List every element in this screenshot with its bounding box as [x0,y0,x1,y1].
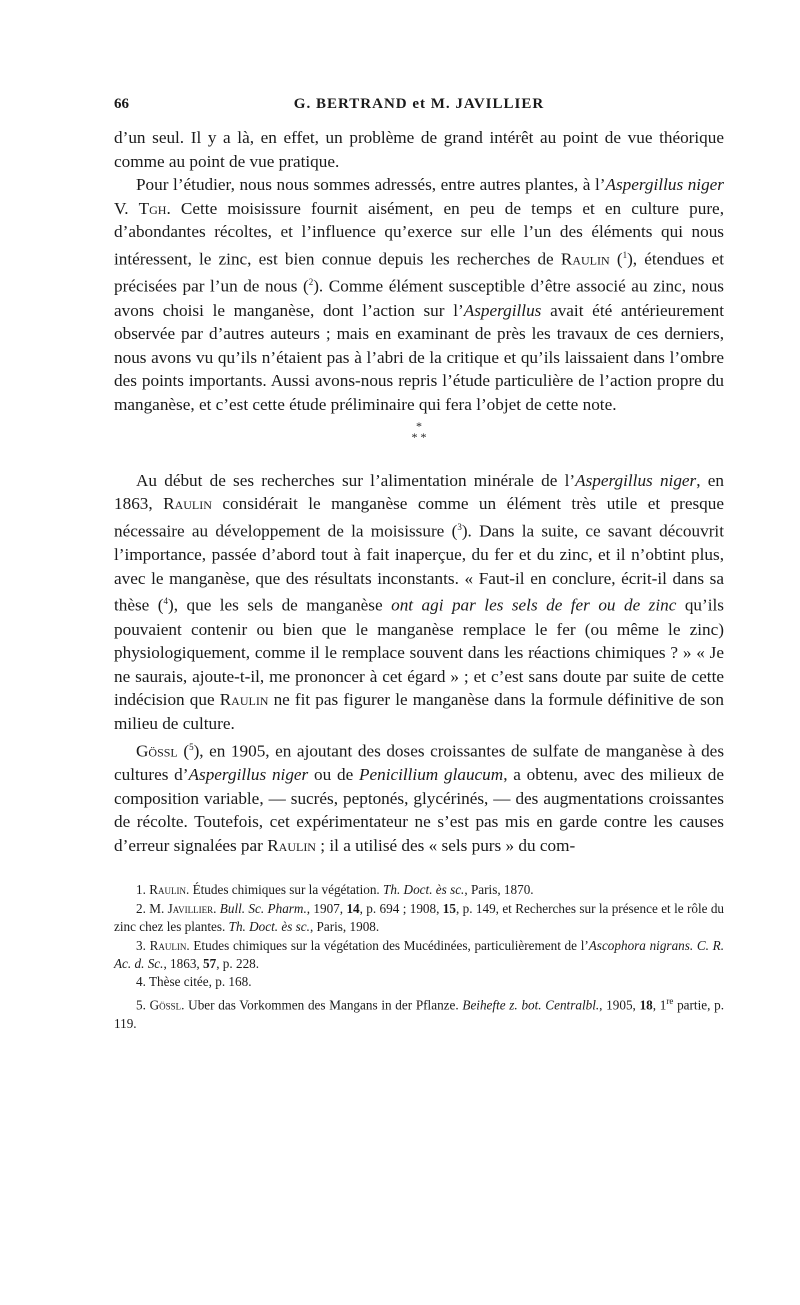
footnote-number: 2. [136,900,150,916]
running-head: G. BERTRAND et M. JAVILLIER [293,96,545,112]
footnote-5 [114,992,724,1033]
text: , Paris, 1870. [464,882,534,898]
body-text [114,126,724,857]
text: , 1905, [599,997,640,1013]
text: . Cette moisissure fournit aisément, en peu de temps et en culture pure, d’abondantes récoltes, et l’influence qu’exerce sur elle l’un des éléments qui nous intéressent, le zinc, est bien connue depuis les recherches de [114,198,724,269]
text: . Etudes chimiques sur la végétation des Mucédinées, particulièrement de l’ [186,937,589,953]
footnote-2 [114,900,724,937]
author-name: Raulin [149,937,187,953]
text: ; il a utilisé des « sels purs » du com- [315,835,576,855]
text: ( [609,249,623,269]
author-name: Gössl [136,741,178,761]
footnote-ref: 1 [622,249,628,260]
text: avait été antérieurement observée par d’autres auteurs ; mais en examinant de près les travaux de ces derniers, nous avons vu qu’ils n’étaient pas à l’abri de la critique et qu’ils laissaient dans l’ombre des points importants. Aussi avons-nous repris l’étude particulière de l’action propre du manganèse, et c’est cette étude préliminaire qui fera l’objet de cette note. [114,300,724,414]
text: ). Comme élément susceptible d’être associé au zinc, nous avons choisi le manganèse, dont l’action sur l’ [114,277,724,320]
italic-text: Penicillium glaucum [358,764,504,784]
footnote-number: 3. [136,937,150,953]
footnotes [114,881,724,1033]
italic-text: ont agi par les sels de fer ou de zinc [391,596,677,616]
author-name: Gössl [149,997,182,1013]
section-separator [114,418,724,444]
footnote-3 [114,937,724,974]
italic-text: Th. Doct. ès sc. [383,882,465,898]
text: , en 1863, [114,470,724,514]
text: considérait le manganèse comme un élément très utile et presque nécessaire au développement de la moisissure ( [114,494,724,541]
text: Thèse citée, p. 168. [148,974,252,990]
text: , p. 149, et Recherches sur la présence et le rôle du zinc chez les plantes. [114,900,725,935]
text: , 1907, [306,900,347,916]
text: , p. 228. [216,955,260,971]
page-header [114,96,724,126]
footnote-1 [114,881,724,899]
footnote-ref: 4 [163,596,169,607]
italic-text: Aspergillus niger [575,470,697,490]
text: d’un seul. Il y a là, en effet, un problème de grand intérêt au point de vue théorique comme au point de vue pratique. [114,128,724,171]
text: Au début de ses recherches sur l’alimentation minérale de l’ [136,470,576,490]
text: ne fit pas figurer le manganèse dans la formule définitive de son milieu de culture. [114,690,724,733]
author-name: Raulin [267,835,316,855]
italic-text: Beihefte z. bot. Centralbl. [462,997,600,1013]
text: , 1863, [163,955,203,971]
text: ). Dans la suite, ce savant découvrit l’importance, passée d’abord tout à fait inaperçue, du fer et du zinc, et il n’obtint plus, avec le manganèse, que des résultats inconstants. « Faut-il en conclure, écrit-il dans sa thèse ( [114,521,724,616]
text: M. [149,900,168,916]
author-name: Tgh [138,198,167,218]
volume-number: 15 [442,900,456,916]
italic-text: Aspergillus niger [605,175,724,195]
text: , 1 [652,997,667,1013]
author-name: Raulin [149,882,186,898]
volume-number: 14 [346,900,360,916]
text: , Paris, 1908. [309,919,380,935]
text: qu’ils pouvaient contenir ou bien que le manganèse remplace le fer (ou même le zinc) physiologiquement, comme il le remplace souvent dans les réactions chimiques ? » « Je ne saurais, ajoute-t-il, me prononcer à cet égard » ; et c’est sans doute par suite de cette indécision que [114,596,724,710]
superscript: re [666,995,674,1006]
author-name: Javillier [167,900,214,916]
text: Pour l’étudier, nous nous sommes adressés, entre autres plantes, à l’ [136,175,606,195]
text: . [213,900,220,916]
text: . Études chimiques sur la végétation. [185,882,384,898]
footnote-ref: 3 [457,521,462,532]
footnote-number: 4. [136,974,149,990]
asterisk: * * [411,429,427,444]
volume-number: 57 [203,955,217,971]
paragraph-1 [114,126,724,173]
text: . Uber das Vorkommen des Mangans in der Pflanze. [181,997,463,1013]
footnote-number: 5. [136,997,150,1013]
paragraph-2 [114,173,724,416]
text: ( [177,741,190,761]
text: V. [114,198,139,218]
text: , p. 694 ; 1908, [359,900,443,916]
italic-text: Aspergillus niger [188,764,309,784]
footnote-ref: 2 [308,277,314,288]
text: , a obtenu, avec des milieux de composition variable, — sucrés, peptonés, glycérinés, — des augmentations croissantes de récolte. Toutefois, cet expérimentateur ne s’est pas mis en garde contre les causes d’erreur signalées par [114,764,724,855]
italic-text: Th. Doct. ès sc. [228,919,310,935]
asterisk: * [416,418,422,433]
volume-number: 18 [639,997,653,1013]
footnote-ref: 5 [189,741,194,752]
footnote-4 [114,973,724,991]
author-name: Raulin [219,690,269,710]
text: ), étendues et précisées par l’un de nous ( [114,249,724,297]
italic-text: Bull. Sc. Pharm. [219,900,307,916]
text: ), que les sels de manganèse [168,596,392,616]
author-name: Raulin [560,249,610,269]
paragraph-3 [114,469,724,736]
footnote-number: 1. [136,882,150,898]
page-number: 66 [114,96,129,112]
page [114,96,724,1033]
italic-text: Aspergillus [463,300,542,320]
text: ), en 1905, en ajoutant des doses croissantes de sulfate de manganèse à des cultures d’ [114,741,725,784]
text: ou de [308,764,359,784]
text: partie, p. 119. [114,997,725,1031]
italic-text: Ascophora nigrans. C. R. Ac. d. Sc. [114,937,725,971]
author-name: Raulin [163,494,212,514]
paragraph-4 [114,736,724,858]
